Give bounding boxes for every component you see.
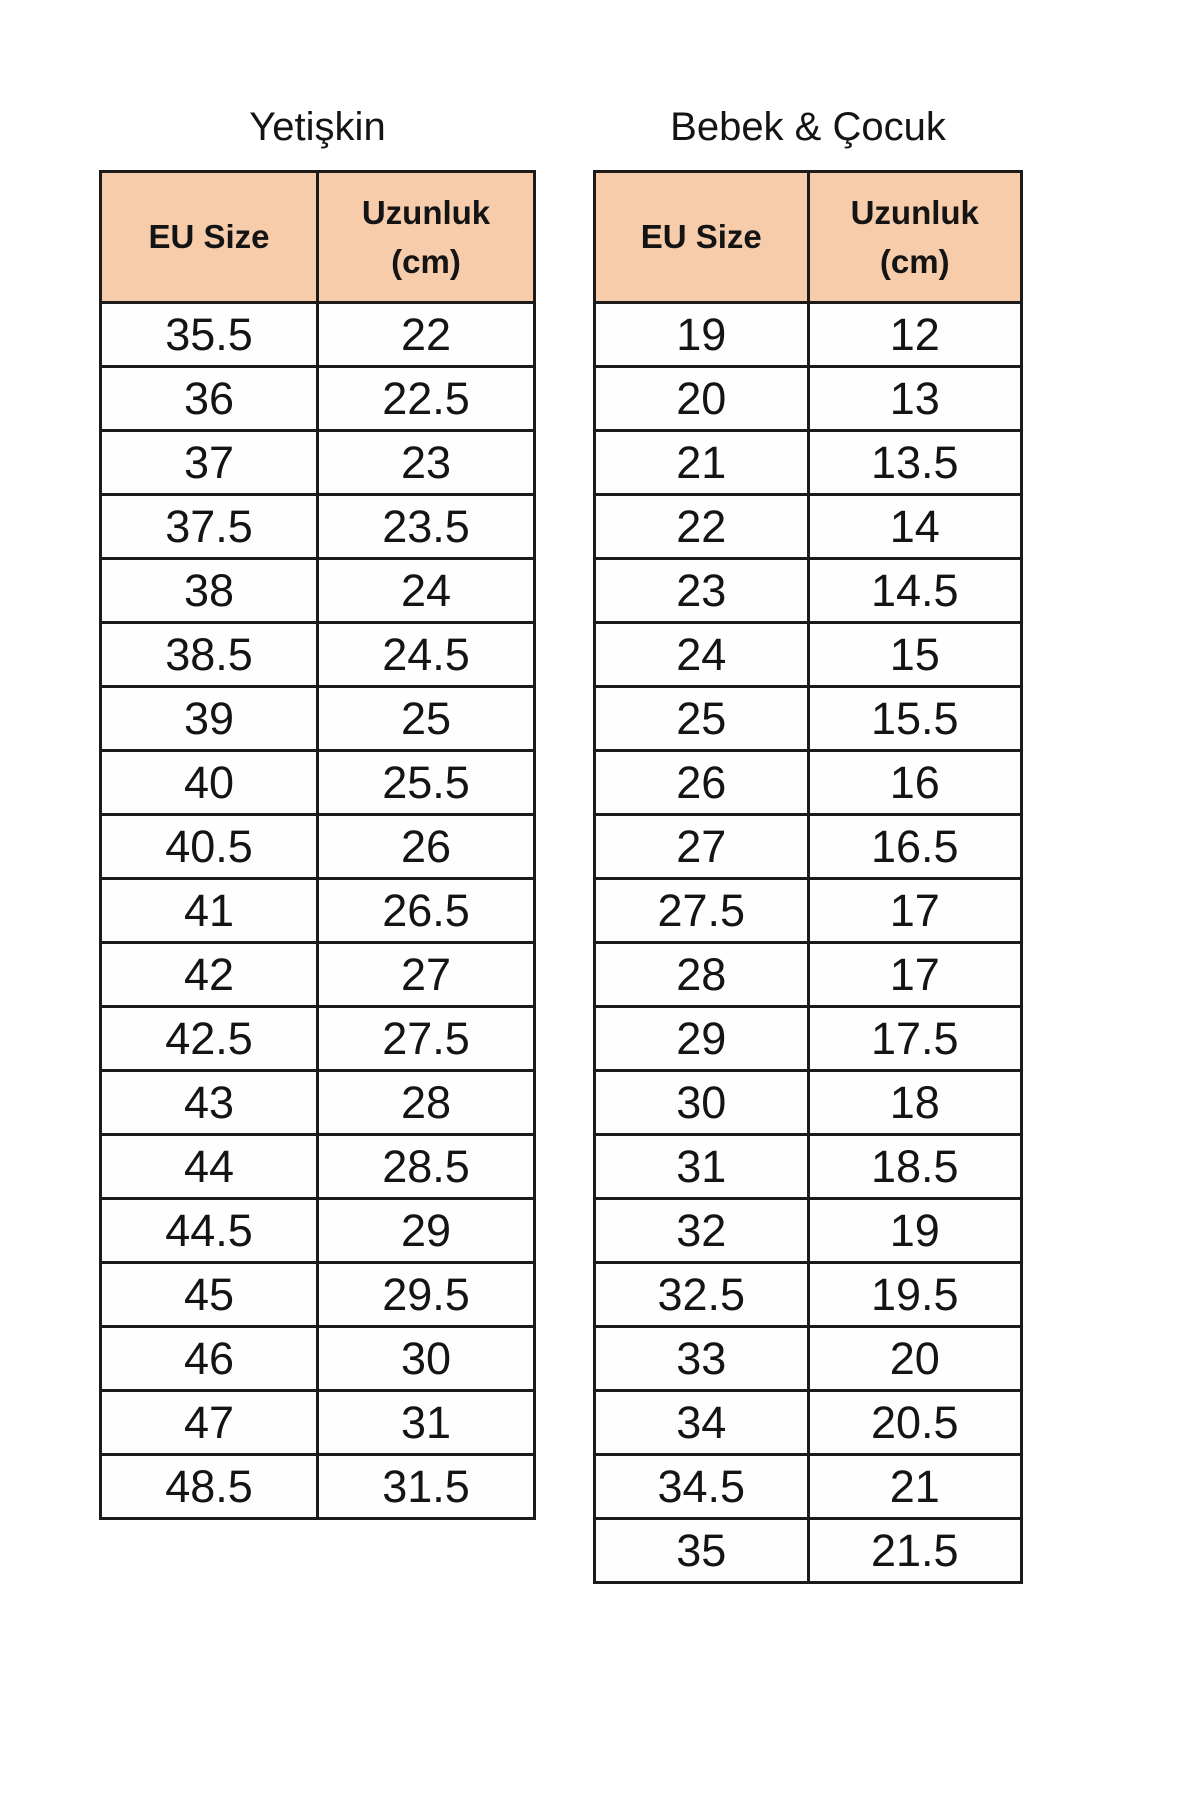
table-row <box>101 559 535 623</box>
length-cm-cell: 31 <box>318 1391 535 1455</box>
adult-size-section <box>99 98 536 1520</box>
kids-size-table <box>593 170 1023 1584</box>
table-row <box>101 431 535 495</box>
table-row <box>595 1007 1022 1071</box>
eu-size-cell: 35.5 <box>101 303 318 367</box>
eu-size-cell: 28 <box>595 943 809 1007</box>
kids-table-title: Bebek & Çocuk <box>670 105 946 149</box>
adult-length-header-line2: (cm) <box>391 243 461 280</box>
eu-size-cell: 34.5 <box>595 1455 809 1519</box>
length-cm-cell: 16.5 <box>808 815 1022 879</box>
length-cm-cell: 18.5 <box>808 1135 1022 1199</box>
adult-header-row <box>101 172 535 303</box>
length-cm-cell: 23 <box>318 431 535 495</box>
table-row <box>101 1007 535 1071</box>
length-cm-cell: 24 <box>318 559 535 623</box>
table-row <box>595 495 1022 559</box>
table-row <box>595 751 1022 815</box>
eu-size-cell: 42.5 <box>101 1007 318 1071</box>
length-cm-cell: 19 <box>808 1199 1022 1263</box>
length-cm-cell: 23.5 <box>318 495 535 559</box>
eu-size-cell: 38 <box>101 559 318 623</box>
eu-size-cell: 44.5 <box>101 1199 318 1263</box>
eu-size-cell: 37 <box>101 431 318 495</box>
length-cm-cell: 29.5 <box>318 1263 535 1327</box>
length-cm-cell: 19.5 <box>808 1263 1022 1327</box>
length-cm-cell: 17 <box>808 879 1022 943</box>
adult-length-header <box>318 172 535 303</box>
length-cm-cell: 24.5 <box>318 623 535 687</box>
table-row <box>101 1391 535 1455</box>
eu-size-cell: 48.5 <box>101 1455 318 1519</box>
adult-size-table <box>99 170 536 1520</box>
eu-size-cell: 30 <box>595 1071 809 1135</box>
table-row <box>595 367 1022 431</box>
kids-eu-size-header: EU Size <box>595 172 809 303</box>
length-cm-cell: 28.5 <box>318 1135 535 1199</box>
eu-size-cell: 44 <box>101 1135 318 1199</box>
table-row <box>595 1519 1022 1583</box>
table-row <box>101 1455 535 1519</box>
table-row <box>595 687 1022 751</box>
length-cm-cell: 21 <box>808 1455 1022 1519</box>
table-row <box>595 623 1022 687</box>
length-cm-cell: 15 <box>808 623 1022 687</box>
length-cm-cell: 20 <box>808 1327 1022 1391</box>
length-cm-cell: 17 <box>808 943 1022 1007</box>
table-row <box>595 1071 1022 1135</box>
length-cm-cell: 18 <box>808 1071 1022 1135</box>
eu-size-cell: 31 <box>595 1135 809 1199</box>
length-cm-cell: 22.5 <box>318 367 535 431</box>
table-row <box>595 303 1022 367</box>
table-row <box>101 1071 535 1135</box>
eu-size-cell: 47 <box>101 1391 318 1455</box>
eu-size-cell: 37.5 <box>101 495 318 559</box>
adult-table-body <box>101 303 535 1519</box>
kids-size-section <box>593 98 1023 1584</box>
table-row <box>101 879 535 943</box>
eu-size-cell: 20 <box>595 367 809 431</box>
length-cm-cell: 31.5 <box>318 1455 535 1519</box>
eu-size-cell: 46 <box>101 1327 318 1391</box>
length-cm-cell: 29 <box>318 1199 535 1263</box>
eu-size-cell: 23 <box>595 559 809 623</box>
eu-size-cell: 39 <box>101 687 318 751</box>
table-row <box>595 1263 1022 1327</box>
adult-table-title: Yetişkin <box>249 105 386 149</box>
table-row <box>595 1327 1022 1391</box>
eu-size-cell: 27 <box>595 815 809 879</box>
eu-size-cell: 25 <box>595 687 809 751</box>
kids-length-header <box>808 172 1022 303</box>
table-row <box>595 1135 1022 1199</box>
length-cm-cell: 21.5 <box>808 1519 1022 1583</box>
eu-size-cell: 24 <box>595 623 809 687</box>
length-cm-cell: 16 <box>808 751 1022 815</box>
length-cm-cell: 14 <box>808 495 1022 559</box>
table-row <box>595 1391 1022 1455</box>
eu-size-cell: 38.5 <box>101 623 318 687</box>
table-row <box>101 687 535 751</box>
table-row <box>595 815 1022 879</box>
eu-size-cell: 35 <box>595 1519 809 1583</box>
table-row <box>595 431 1022 495</box>
length-cm-cell: 27.5 <box>318 1007 535 1071</box>
length-cm-cell: 25.5 <box>318 751 535 815</box>
kids-table-body <box>595 303 1022 1583</box>
table-row <box>101 751 535 815</box>
eu-size-cell: 21 <box>595 431 809 495</box>
eu-size-cell: 36 <box>101 367 318 431</box>
adult-eu-size-header: EU Size <box>101 172 318 303</box>
eu-size-cell: 22 <box>595 495 809 559</box>
length-cm-cell: 13.5 <box>808 431 1022 495</box>
eu-size-cell: 19 <box>595 303 809 367</box>
table-row <box>101 815 535 879</box>
length-cm-cell: 13 <box>808 367 1022 431</box>
eu-size-cell: 41 <box>101 879 318 943</box>
eu-size-cell: 26 <box>595 751 809 815</box>
length-cm-cell: 12 <box>808 303 1022 367</box>
table-row <box>101 1327 535 1391</box>
length-cm-cell: 30 <box>318 1327 535 1391</box>
table-row <box>101 303 535 367</box>
adult-length-header-line1: Uzunluk <box>361 193 491 231</box>
table-row <box>101 1135 535 1199</box>
length-cm-cell: 22 <box>318 303 535 367</box>
adult-table-header <box>101 172 535 303</box>
length-cm-cell: 14.5 <box>808 559 1022 623</box>
eu-size-cell: 42 <box>101 943 318 1007</box>
table-row <box>595 1455 1022 1519</box>
eu-size-cell: 32 <box>595 1199 809 1263</box>
length-cm-cell: 20.5 <box>808 1391 1022 1455</box>
table-row <box>595 559 1022 623</box>
table-row <box>595 879 1022 943</box>
length-cm-cell: 17.5 <box>808 1007 1022 1071</box>
length-cm-cell: 25 <box>318 687 535 751</box>
eu-size-cell: 43 <box>101 1071 318 1135</box>
table-row <box>595 943 1022 1007</box>
table-row <box>101 367 535 431</box>
table-row <box>101 495 535 559</box>
table-row <box>101 1263 535 1327</box>
length-cm-cell: 26.5 <box>318 879 535 943</box>
eu-size-cell: 34 <box>595 1391 809 1455</box>
eu-size-cell: 40.5 <box>101 815 318 879</box>
eu-size-cell: 40 <box>101 751 318 815</box>
eu-size-cell: 45 <box>101 1263 318 1327</box>
length-cm-cell: 28 <box>318 1071 535 1135</box>
eu-size-cell: 32.5 <box>595 1263 809 1327</box>
eu-size-cell: 33 <box>595 1327 809 1391</box>
length-cm-cell: 26 <box>318 815 535 879</box>
table-row <box>101 943 535 1007</box>
kids-length-header-line2: (cm) <box>879 243 950 280</box>
length-cm-cell: 15.5 <box>808 687 1022 751</box>
table-row <box>101 1199 535 1263</box>
kids-header-row <box>595 172 1022 303</box>
eu-size-cell: 27.5 <box>595 879 809 943</box>
table-row <box>595 1199 1022 1263</box>
eu-size-cell: 29 <box>595 1007 809 1071</box>
kids-length-header-line1: Uzunluk <box>850 193 979 231</box>
table-row <box>101 623 535 687</box>
kids-table-header <box>595 172 1022 303</box>
length-cm-cell: 27 <box>318 943 535 1007</box>
